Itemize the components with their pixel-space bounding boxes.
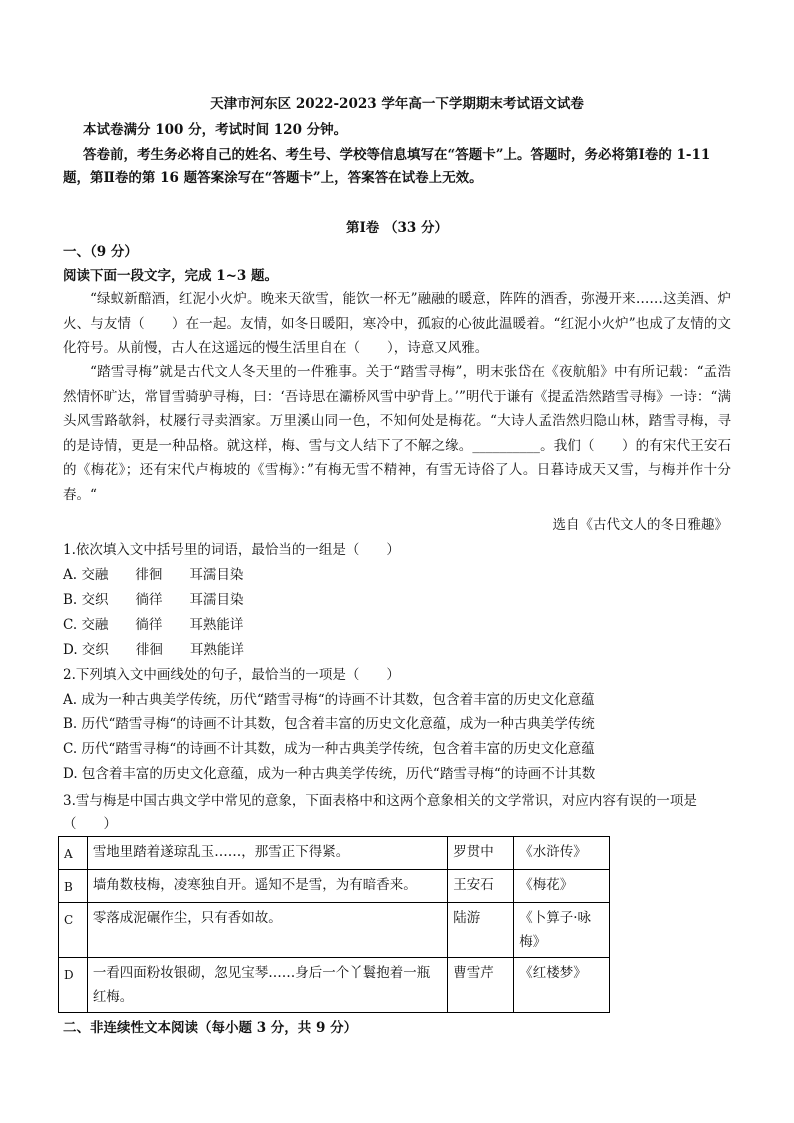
table-cell-text: 一看四面粉妆银砌，忽见宝琴……身后一个丫鬟抱着一瓶红梅。 <box>87 958 447 1013</box>
exam-title: 天津市河东区 2022-2023 学年高一下学期期末考试语文试卷 <box>210 96 584 112</box>
section1-title: 一、（9 分） <box>63 244 138 260</box>
question-3-stem: 3.雪与梅是中国古典文学中常见的意象，下面表格中和这两个意象相关的文学常识，对应内容有误的一项是 <box>63 793 697 809</box>
table-cell-work: 《梅花》 <box>514 870 610 903</box>
question-1-option-d: D. 交织 徘徊 耳熟能详 <box>63 642 244 658</box>
table-cell-letter: C <box>59 903 88 958</box>
table-row <box>59 903 610 958</box>
table-row <box>59 870 610 903</box>
question-1-stem: 1.依次填入文中括号里的词语，最恰当的一组是（ ） <box>63 542 400 558</box>
reading-instruction: 阅读下面一段文字，完成 1~3 题。 <box>63 268 278 284</box>
table-cell-author: 曹雪芹 <box>448 958 514 1013</box>
question-2-option-b: B. 历代“踏雪寻梅“的诗画不计其数，包含着丰富的历史文化意蕴，成为一种古典美学传统 <box>63 716 595 732</box>
question-3-stem-paren: （ ） <box>63 816 117 832</box>
passage-source: 选自《古代文人的冬日雅趣》 <box>552 517 728 533</box>
table-cell-author: 王安石 <box>448 870 514 903</box>
table-cell-work: 《水浒传》 <box>514 837 610 870</box>
table-cell-work: 《红楼梦》 <box>514 958 610 1013</box>
table-cell-letter: B <box>59 870 88 903</box>
question-2-option-a: A. 成为一种古典美学传统，历代“踏雪寻梅“的诗画不计其数，包含着丰富的历史文化意蕴 <box>63 692 595 708</box>
table-cell-text: 墙角数枝梅，凌寒独自开。遥知不是雪，为有暗香来。 <box>87 870 447 903</box>
table-cell-text: 零落成泥碾作尘，只有香如故。 <box>87 903 447 958</box>
question-2-option-d: D. 包含着丰富的历史文化意蕴，成为一种古典美学传统，历代“踏雪寻梅“的诗画不计其数 <box>63 766 596 782</box>
question-1-option-b: B. 交织 徜徉 耳濡目染 <box>63 592 244 608</box>
question-2-stem: 2.下列填入文中画线处的句子，最恰当的一项是（ ） <box>63 667 400 683</box>
question-3-table <box>58 836 610 1013</box>
passage-paragraph-1: “绿蚁新醅酒，红泥小火炉。晚来天欲雪，能饮一杯无”融融的暖意，阵阵的酒香，弥漫开来……这美酒、炉火、与友情（ ）在一起。友情，如冬日暖阳，寒冷中，孤寂的心彼此温暖着。“红泥小火炉”也成了友情的文化符号。从前慢，古人在这遥远的慢生活里自在（ ），诗意又风雅。 <box>63 291 731 356</box>
exam-instructions-line1: 答卷前，考生务必将自己的姓名、考生号、学校等信息填写在“答题卡”上。答题时，务必将第Ⅰ卷的 1-11 <box>83 147 711 163</box>
table-cell-author: 罗贯中 <box>448 837 514 870</box>
part1-heading: 第Ⅰ卷 （33 分） <box>345 220 448 236</box>
table-cell-letter: A <box>59 837 88 870</box>
section2-title: 二、非连续性文本阅读（每小题 3 分，共 9 分） <box>63 1020 358 1036</box>
table-row <box>59 958 610 1013</box>
table-cell-author: 陆游 <box>448 903 514 958</box>
table-cell-text: 雪地里踏着遂琼乱玉……，那雪正下得紧。 <box>87 837 447 870</box>
question-1-option-a: A. 交融 徘徊 耳濡目染 <box>63 567 244 583</box>
exam-instructions-line2: 题，第Ⅱ卷的第 16 题答案涂写在“答题卡”上，答案答在试卷上无效。 <box>63 170 483 186</box>
passage-paragraph-2: “踏雪寻梅”就是古代文人冬天里的一件雅事。关于“踏雪寻梅”，明末张岱在《夜航船》中有所记载：“孟浩然情怀旷达，常冒雪骑驴寻梅，曰：‘吾诗思在灞桥风雪中驴背上。’”明代于谦有《提孟浩然踏雪寻梅》一诗：“满头风雪路欹斜，杖屦行寻卖酒家。万里溪山同一色，不知何处是梅花。“大诗人孟浩然归隐山林，踏雪寻梅，寻的是诗情，更是一种品格。就这样，梅、雪与文人结下了不解之缘。__________。我们（ ）的有宋代王安石的《梅花》；还有宋代卢梅坡的《雪梅》：”有梅无雪不精神，有雪无诗俗了人。日暮诗成天又雪，与梅并作十分春。“ <box>63 364 731 503</box>
table-cell-letter: D <box>59 958 88 1013</box>
question-2-option-c: C. 历代“踏雪寻梅“的诗画不计其数，成为一种古典美学传统，包含着丰富的历史文化意蕴 <box>63 741 595 757</box>
table-cell-work: 《卜算子·咏梅》 <box>514 903 610 958</box>
table-row <box>59 837 610 870</box>
exam-info-score-time: 本试卷满分 100 分，考试时间 120 分钟。 <box>83 122 348 138</box>
question-1-option-c: C. 交融 徜徉 耳熟能详 <box>63 617 244 633</box>
